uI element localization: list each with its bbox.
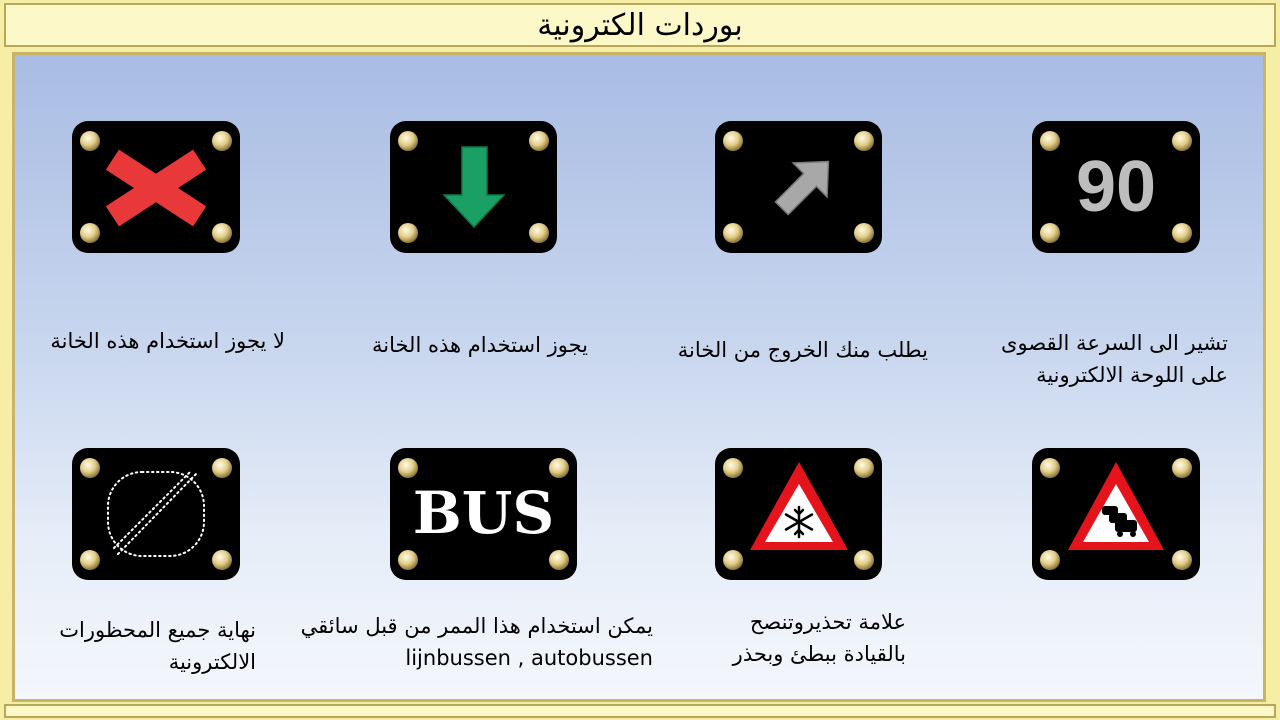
snow-warning-caption: علامة تحذيروتنصح بالقيادة ببطئ وبحذر [732, 610, 906, 666]
bottom-strip [4, 704, 1276, 718]
bus-lane-text: BUS [412, 479, 555, 547]
exit-lane-graphic [715, 121, 882, 253]
end-restrictions-sign [72, 448, 240, 580]
end-restrictions-icon [108, 472, 204, 556]
lane-open-graphic [390, 121, 557, 253]
speed-limit-number: 90 [1075, 147, 1157, 227]
end-restrictions-graphic [72, 448, 240, 580]
bus-lane-sign [390, 448, 577, 580]
speed-limit-sign [1032, 121, 1200, 253]
snow-warning-graphic [715, 448, 882, 580]
traffic-jam-sign [1032, 448, 1200, 580]
speed-limit-caption: تشير الى السرعة القصوى على اللوحة الالكترونية [1001, 331, 1228, 387]
header-bar [4, 3, 1276, 47]
lane-closed-graphic [72, 121, 240, 253]
diagonal-arrow-icon [765, 145, 846, 226]
lane-open-sign [390, 121, 557, 253]
lane-closed-sign [72, 121, 240, 253]
lane-closed-caption: لا يجوز استخدام هذه الخانة [50, 329, 285, 353]
bus-lane-caption: يمكن استخدام هذا الممر من قبل سائقي lijnbussen , autobussen [300, 614, 653, 670]
exit-lane-sign [715, 121, 882, 253]
lane-open-caption: يجوز استخدام هذه الخانة [372, 333, 588, 357]
snow-warning-sign [715, 448, 882, 580]
down-arrow-icon [444, 147, 504, 227]
exit-lane-caption: يطلب منك الخروج من الخانة [677, 338, 928, 362]
page-title: بوردات الكترونية [537, 7, 743, 43]
end-restrictions-caption: نهاية جميع المحظورات الالكترونية [59, 618, 256, 674]
red-cross-icon [106, 150, 206, 227]
traffic-jam-graphic [1032, 448, 1200, 580]
